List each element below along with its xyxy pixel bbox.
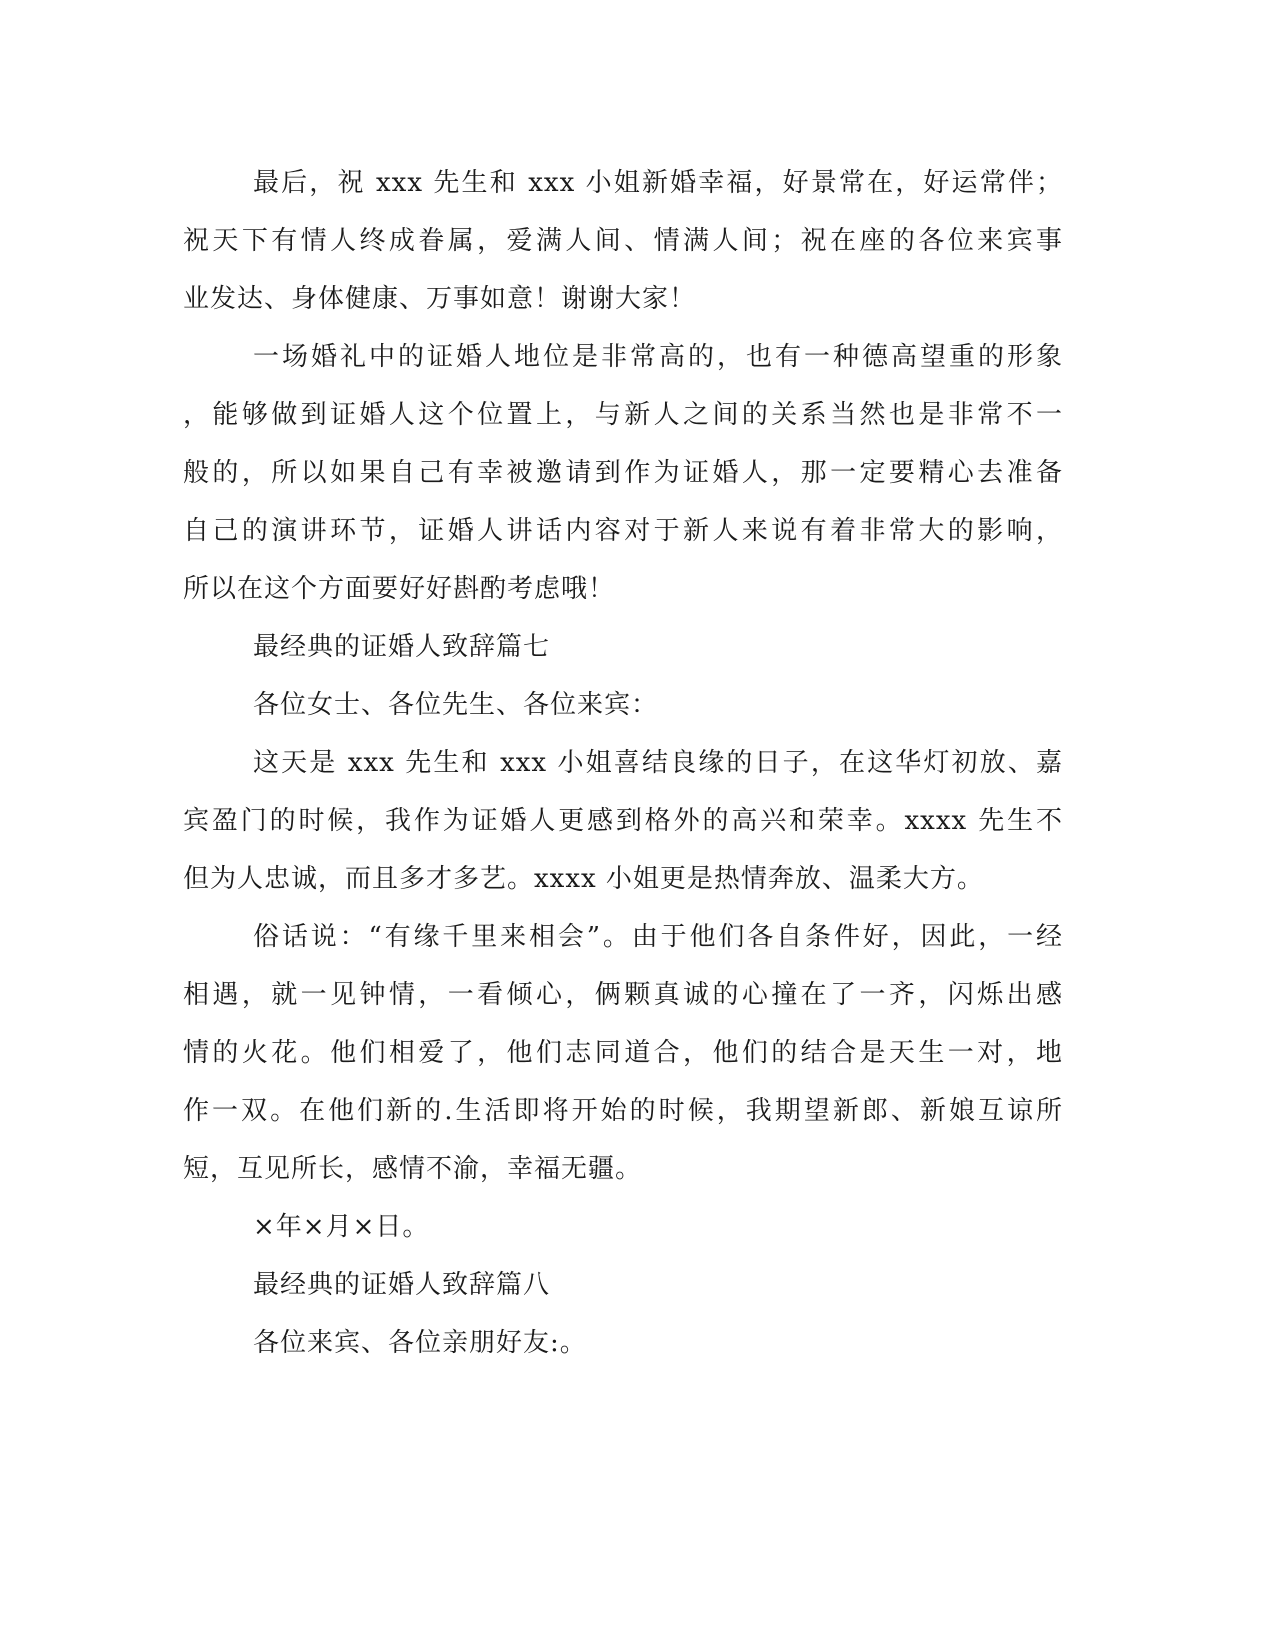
text-line: 祝天下有情人终成眷属，爱满人间、情满人间；祝在座的各位来宾事 bbox=[183, 226, 1063, 256]
text-line: 相遇，就一见钟情，一看倾心，俩颗真诚的心撞在了一齐，闪烁出感 bbox=[183, 980, 1063, 1010]
section-heading: 最经典的证婚人致辞篇八 bbox=[253, 1270, 551, 1300]
text-line: 般的，所以如果自己有幸被邀请到作为证婚人，那一定要精心去准备 bbox=[183, 458, 1063, 488]
text-line: 宾盈门的时候，我作为证婚人更感到格外的高兴和荣幸。xxxx 先生不 bbox=[183, 806, 1063, 836]
salutation: 各位女士、各位先生、各位来宾： bbox=[253, 690, 659, 720]
text-line: 所以在这个方面要好好斟酌考虑哦！ bbox=[183, 574, 616, 604]
date-line: ×年×月×日。 bbox=[253, 1212, 430, 1242]
text-line: 情的火花。他们相爱了，他们志同道合，他们的结合是天生一对，地 bbox=[183, 1038, 1063, 1068]
text-line: 短，互见所长，感情不渝，幸福无疆。 bbox=[183, 1154, 643, 1184]
text-line: 作一双。在他们新的.生活即将开始的时候，我期望新郎、新娘互谅所 bbox=[183, 1096, 1063, 1126]
text-line: 最后，祝 xxx 先生和 xxx 小姐新婚幸福，好景常在，好运常伴； bbox=[253, 168, 1063, 198]
text-line: 但为人忠诚，而且多才多艺。xxxx 小姐更是热情奔放、温柔大方。 bbox=[183, 864, 984, 894]
text-line: 自己的演讲环节，证婚人讲话内容对于新人来说有着非常大的影响， bbox=[183, 516, 1063, 546]
text-line: 这天是 xxx 先生和 xxx 小姐喜结良缘的日子，在这华灯初放、嘉 bbox=[253, 748, 1063, 778]
salutation: 各位来宾、各位亲朋好友:。 bbox=[253, 1328, 587, 1358]
text-line: 业发达、身体健康、万事如意！谢谢大家！ bbox=[183, 284, 697, 314]
text-line: ，能够做到证婚人这个位置上，与新人之间的关系当然也是非常不一 bbox=[183, 400, 1063, 430]
text-line: 俗话说：“有缘千里来相会”。由于他们各自条件好，因此，一经 bbox=[253, 922, 1063, 952]
section-heading: 最经典的证婚人致辞篇七 bbox=[253, 632, 551, 662]
text-line: 一场婚礼中的证婚人地位是非常高的，也有一种德高望重的形象 bbox=[253, 342, 1063, 372]
